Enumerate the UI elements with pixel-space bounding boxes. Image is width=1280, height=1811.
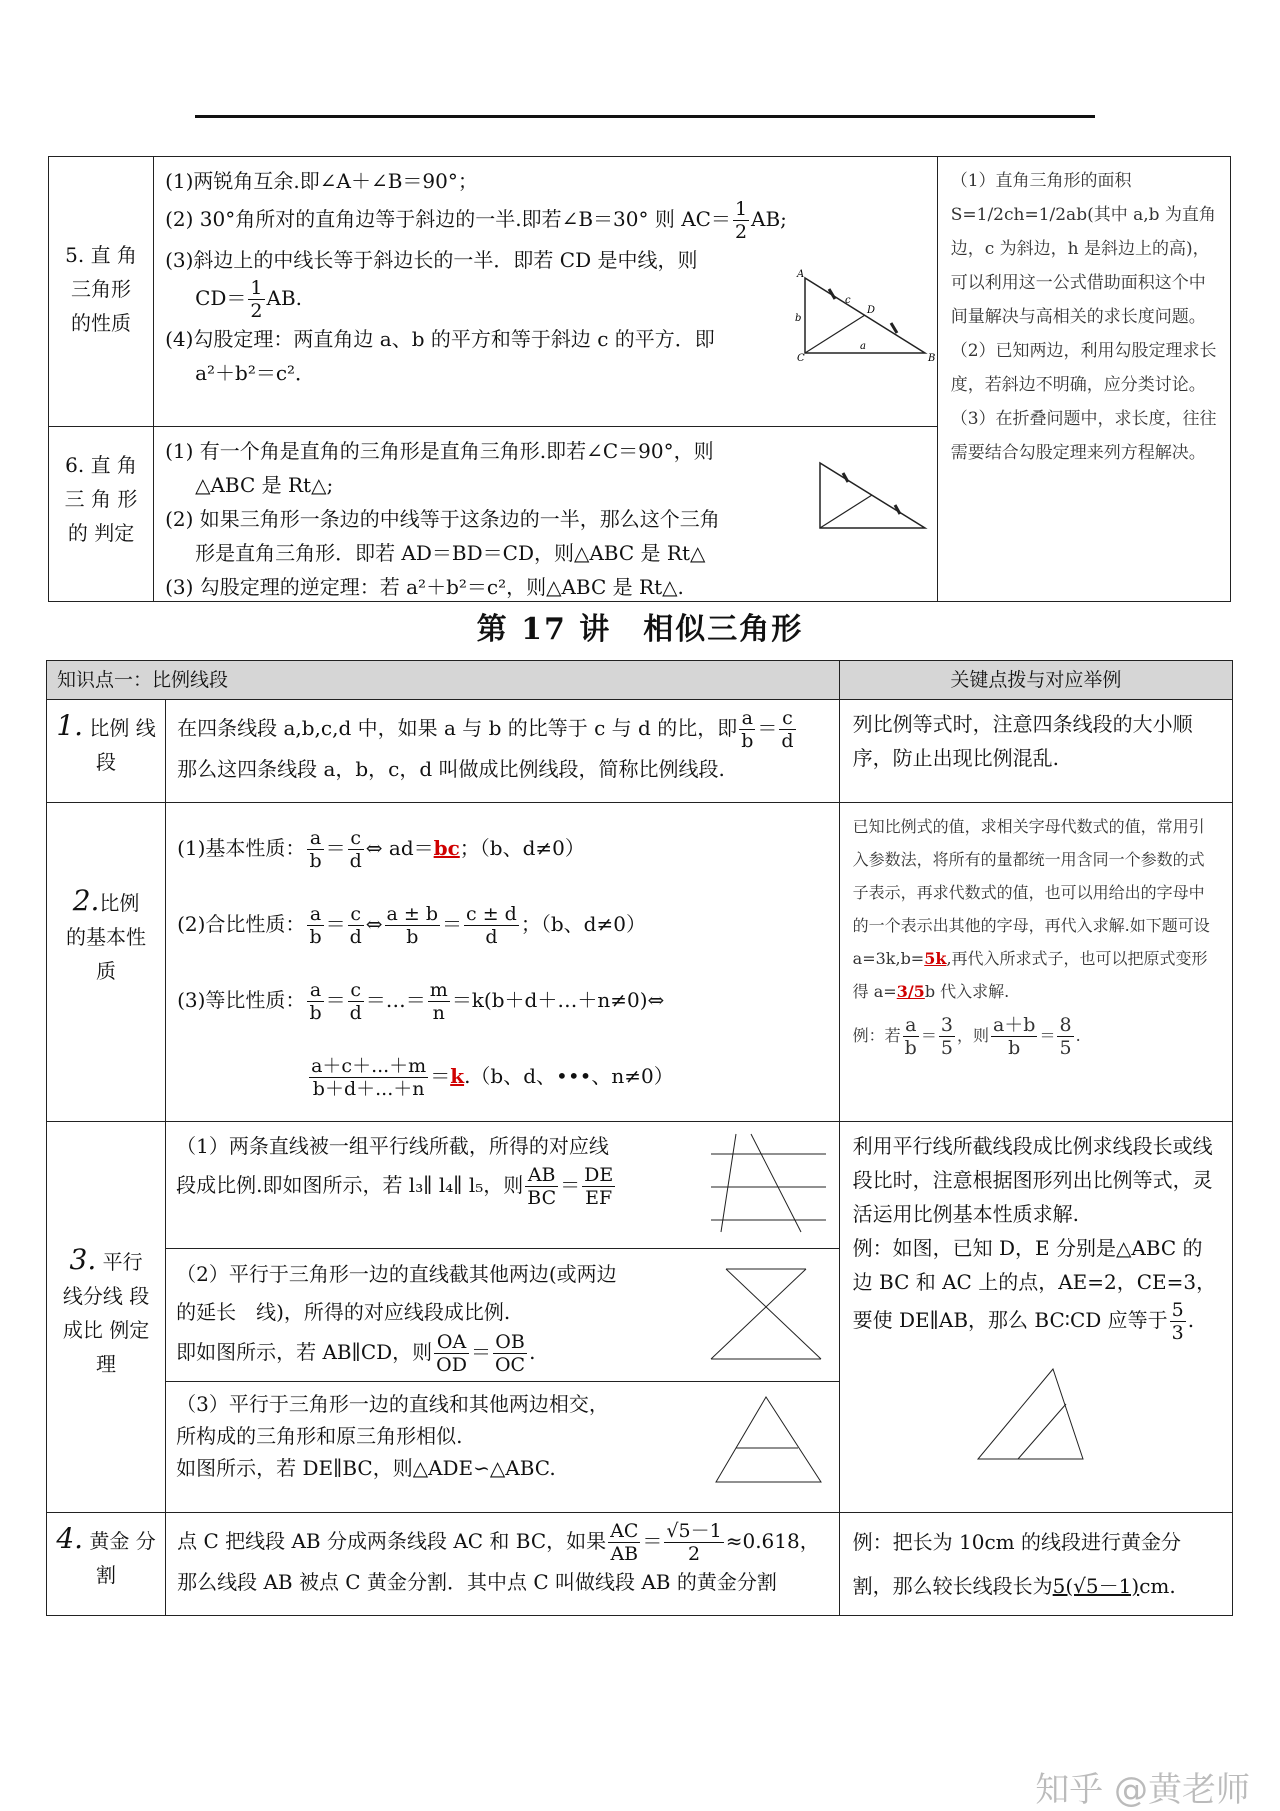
row-number: 1.	[56, 709, 84, 742]
text-line: 的延长 线)，所得的对应线段成比例.	[176, 1300, 511, 1324]
text-line: 点 C 把线段 AB 分成两条线段 AC 和 BC，如果 $\frac{AC}{AB}$ ＝ $\frac{√5-1}{2}$ ≈0.618，	[177, 1520, 820, 1565]
highlight-answer: 5k	[924, 949, 947, 968]
text-line: 那么这四条线段 a，b，c，d 叫做成比例线段，简称比例线段.	[177, 757, 725, 781]
fraction: $\frac{1}{2}$	[250, 277, 263, 322]
row-basic-property-note	[839, 803, 1232, 1122]
note-text: （1）直角三角形的面积S=1/2ch=1/2ab(其中 a,b 为直角边，c 为斜边，h 是斜边上的高)，可以利用这一公式借助面积这个中间量解决与高相关的求长度问题。	[950, 171, 1216, 327]
svg-text:A: A	[797, 269, 805, 280]
row-proportion-body	[166, 700, 840, 803]
row-parallel-label-cell	[47, 1122, 166, 1513]
row-golden-note	[839, 1513, 1232, 1616]
text-line: （3）平行于三角形一边的直线和其他两边相交，	[176, 1392, 609, 1416]
row-parallel-body	[166, 1122, 840, 1513]
text-line: (1)两锐角互余.即∠A＋∠B＝90°；	[165, 169, 478, 193]
row-golden-body	[166, 1513, 840, 1616]
right-triangle-table	[48, 156, 1231, 602]
watermark: 知乎 @黄老师	[1035, 1770, 1250, 1810]
row-properties-label-cell	[49, 157, 154, 427]
text-line: 即如图所示，若 AB∥CD，则 $\frac{OA}{OD}$ ＝ $\frac{OB}{OC}$ .	[176, 1331, 536, 1376]
text-line: (2) 如果三角形一条边的中线等于这条边的一半，那么这个三角	[165, 507, 720, 531]
svg-text:B: B	[928, 353, 936, 364]
highlight-answer: 3/5	[896, 982, 925, 1001]
text-line: △ABC 是 Rt△;	[195, 473, 334, 497]
row-label: 5. 直 角 三角形 的性质	[65, 243, 137, 335]
text-line: （1）两条直线被一组平行线所截，所得的对应线	[176, 1134, 609, 1158]
row-label: 比例 线段	[89, 716, 156, 774]
text-line: 在四条线段 a,b,c,d 中，如果 a 与 b 的比等于 c 与 d 的比，即 $\frac{a}{b}$ ＝ $\frac{c}{d}$	[177, 707, 794, 752]
highlight-answer: bc	[433, 836, 460, 860]
example-line: 例：若 $\frac{a}{b}$ ＝ $\frac{3}{5}$ ，则 $\frac{a+b}{b}$ ＝ $\frac{8}{5}$ .	[852, 1014, 1081, 1059]
text-line: 如图所示，若 DE∥BC，则△ADE∽△ABC.	[176, 1456, 556, 1480]
answer-underlined: 5(√5－1)	[1052, 1574, 1140, 1598]
note-text: （3）在折叠问题中，求长度，往往需要结合勾股定理来列方程解决。	[950, 409, 1217, 463]
note-text: ,再代入所求式子，也可以把原式变形得 a=	[852, 949, 1208, 1001]
text-line: 段成比例.即如图所示，若 l₃∥ l₄∥ l₅，则 $\frac{AB}{BC}$ ＝ $\frac{DE}{EF}$	[176, 1164, 614, 1209]
right-triangle-figure-2	[805, 453, 935, 543]
row-label: 比例 的基本性质	[66, 891, 147, 983]
header-knowledge: 知识点一：比例线段	[47, 661, 840, 700]
text-line: (1) 有一个角是直角的三角形是直角三角形.即若∠C＝90°，则	[165, 439, 714, 463]
highlight-answer: k	[450, 1064, 465, 1088]
svg-text:c: c	[845, 295, 851, 306]
row-label: 黄金 分割	[89, 1529, 156, 1587]
text-line: （2）平行于三角形一边的直线截其他两边(或两边	[176, 1262, 617, 1286]
header-tips: 关键点拨与对应举例	[839, 661, 1232, 700]
note-text: b 代入求解.	[924, 982, 1010, 1001]
text-line: (1)基本性质： $\frac{a}{b}$ ＝ $\frac{c}{d}$ ⇔ ad＝bc；（b、d≠0）	[177, 827, 585, 872]
row-basic-property-body	[166, 803, 840, 1122]
svg-text:D: D	[867, 305, 876, 316]
note-text: cm.	[1139, 1574, 1176, 1598]
similar-triangle-table	[46, 660, 1233, 1616]
text-line: CD＝ $\frac{1}{2}$ AB.	[195, 277, 303, 322]
svg-text:C: C	[797, 353, 805, 364]
notes-cell	[937, 157, 1230, 602]
text-line: (4)勾股定理：两直角边 a、b 的平方和等于斜边 c 的平方．即	[165, 327, 715, 351]
text-line: (2) 30°角所对的直角边等于斜边的一半.即若∠B＝30° 则 AC＝ $\frac{1}{2}$ AB;	[165, 198, 787, 243]
row-number: 4.	[56, 1522, 84, 1555]
text-line: 形是直角三角形．即若 AD＝BD＝CD，则△ABC 是 Rt△	[195, 541, 706, 565]
fraction: $\frac{1}{2}$	[734, 198, 748, 243]
header-rule	[195, 115, 1095, 118]
row-label: 6. 直 角 三 角 形 的 判定	[64, 453, 138, 545]
text-line: a²＋b²＝c²．	[195, 361, 316, 385]
svg-text:b: b	[795, 313, 802, 324]
row-properties-body	[154, 157, 938, 427]
text-line: (3)斜边上的中线长等于斜边长的一半．即若 CD 是中线，则	[165, 248, 698, 272]
row-number: 3.	[69, 1243, 97, 1276]
row-basic-property-label-cell	[47, 803, 166, 1122]
row-judgement-body	[154, 427, 938, 602]
row-judgement-label-cell	[49, 427, 154, 602]
row-number: 2.	[72, 884, 100, 917]
text-line: 那么线段 AB 被点 C 黄金分割．其中点 C 叫做线段 AB 的黄金分割	[177, 1570, 777, 1594]
note-text: 已知比例式的值，求相关字母代数式的值，常用引入参数法，将所有的量都统一用含同一个参数的式子表示，再求代数式的值，也可以用给出的字母中 的一个表示出其他的字母，再代入求解.如下题可设 a=3k,b=	[852, 817, 1210, 968]
subsection-2	[166, 1249, 839, 1382]
svg-text:a: a	[860, 341, 867, 352]
lecture-title: 第 17 讲 相似三角形	[476, 612, 804, 647]
subsection-1	[166, 1122, 839, 1249]
row-proportion-label-cell	[47, 700, 166, 803]
row-proportion-note	[839, 700, 1232, 803]
right-triangle-figure	[795, 263, 935, 368]
triangle-de-bc-figure	[706, 1392, 831, 1492]
subsection-3	[166, 1382, 839, 1504]
example-triangle-figure	[973, 1364, 1093, 1464]
text-line: (3) 勾股定理的逆定理：若 a²＋b²＝c²，则△ABC 是 Rt△.	[165, 575, 684, 599]
row-label: 平行 线分线 段成比 例定理	[62, 1250, 150, 1376]
row-golden-label-cell	[47, 1513, 166, 1616]
note-text: （2）已知两边，利用勾股定理求长度，若斜边不明确，应分类讨论。	[950, 341, 1217, 395]
text-line: 所构成的三角形和原三角形相似.	[176, 1424, 463, 1448]
parallel-lines-figure	[706, 1132, 831, 1237]
text-line: (2)合比性质： $\frac{a}{b}$ ＝ $\frac{c}{d}$ ⇔ $\frac{a \pm b}{b}$ ＝ $\frac{c \pm d}{d}$ ；（b、d≠0）	[177, 903, 646, 948]
note-text: 利用平行线所截线段成比例求线段长或线段比时，注意根据图形列出比例等式，灵活运用比例基本性质求解.	[852, 1134, 1213, 1226]
text-line: (3)等比性质： $\frac{a}{b}$ ＝ $\frac{c}{d}$ ＝…＝ $\frac{m}{n}$ ＝k(b＋d＋…＋n≠0)⇔	[177, 979, 665, 1024]
text-line: $\frac{a+c+...+m}{b+d+...+n}$ ＝k.（b、d、•••、n≠0）	[311, 1055, 674, 1100]
note-text: 列比例等式时，注意四条线段的大小顺序，防止出现比例混乱.	[852, 712, 1193, 770]
hourglass-figure	[706, 1259, 831, 1369]
note-text: 例：如图，已知 D，E 分别是△ABC 的边 BC 和 AC 上的点，AE=2，CE=3，要使 DE∥AB，那么 BC∶CD 应等于 $\frac{5}{3}$ .	[852, 1236, 1217, 1344]
row-parallel-note	[839, 1122, 1232, 1513]
note-text: 例：把长为 10cm 的线段进行黄金分割，那么较长线段长为	[852, 1530, 1181, 1598]
